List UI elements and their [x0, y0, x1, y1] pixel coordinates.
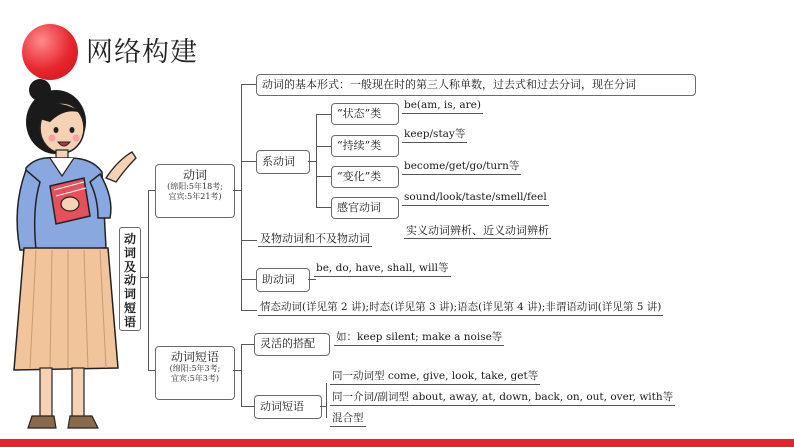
- phrases-label: 动词短语: [170, 350, 219, 364]
- connector: [241, 84, 257, 85]
- linking-example-change: become/get/go/turn等: [402, 160, 521, 175]
- linking-item-change: “变化”类: [331, 166, 399, 188]
- title-decoration-circle: [22, 24, 78, 80]
- connector: [316, 114, 332, 115]
- linking-example-sense: sound/look/taste/smell/feel: [402, 191, 549, 206]
- bottom-accent-bar: [0, 439, 794, 447]
- phrase-type-mixed: 混合型: [330, 412, 366, 427]
- connector: [148, 190, 149, 370]
- verbs-label: 动词: [182, 168, 207, 182]
- flexible-collocation-detail: 如：keep silent; make a noise等: [334, 331, 504, 346]
- verbs-node: [155, 164, 235, 218]
- connector: [308, 279, 316, 280]
- phrase-type-same-prep-adverb: 同一介词/副词型 about, away, at, down, back, on, out, over, with等: [330, 391, 675, 406]
- modal-tense-voice-line: 情态动词(详见第 2 讲);时态(详见第 3 讲);语态(详见第 4 讲);非谓语动词(详见第 5 讲): [258, 301, 663, 316]
- connector: [241, 406, 255, 407]
- auxiliary-verbs-node: 助动词: [256, 268, 310, 292]
- transitive-detail: 实义动词辨析、近义动词辨析: [404, 224, 551, 239]
- linking-item-sense: 感官动词: [331, 197, 399, 219]
- linking-example-state: be(am, is, are): [402, 99, 483, 114]
- connector: [241, 279, 257, 280]
- linking-item-duration: “持续”类: [331, 135, 399, 157]
- connector: [241, 84, 242, 310]
- page-title: 网络构建: [86, 37, 198, 68]
- verbs-note-2: 宜宾:5年21考): [168, 192, 222, 202]
- phrases-note-2: 宜宾:5年3考): [171, 374, 219, 384]
- connector: [241, 240, 257, 241]
- connector: [316, 176, 332, 177]
- phrases-node: [155, 346, 235, 400]
- linking-item-state: “状态”类: [331, 103, 399, 125]
- phrase-types-node: 动词短语: [254, 395, 322, 419]
- transitive-node: 及物动词和不及物动词: [258, 232, 372, 247]
- basic-forms-node: 动词的基本形式：一般现在时的第三人称单数，过去式和过去分词，现在分词: [256, 74, 696, 96]
- phrase-type-same-verb: 同一动词型 come, give, look, take, get等: [330, 370, 540, 385]
- connector: [241, 344, 255, 345]
- linking-verbs-node: 系动词: [256, 150, 310, 174]
- linking-example-duration: keep/stay等: [402, 128, 467, 143]
- connector: [316, 146, 332, 147]
- connector: [241, 161, 257, 162]
- connector: [241, 344, 242, 406]
- connector: [241, 310, 257, 311]
- flexible-collocation-node: 灵活的搭配: [254, 333, 330, 356]
- connector: [326, 383, 327, 418]
- connector: [316, 207, 332, 208]
- phrases-note-1: (绵阳:5年3考;: [169, 364, 221, 374]
- verbs-note-1: (绵阳:5年18考;: [167, 182, 223, 192]
- root-node: 动 词 及 动 词 短 语: [119, 227, 141, 331]
- auxiliary-detail: be, do, have, shall, will等: [314, 262, 451, 277]
- connector: [316, 114, 317, 208]
